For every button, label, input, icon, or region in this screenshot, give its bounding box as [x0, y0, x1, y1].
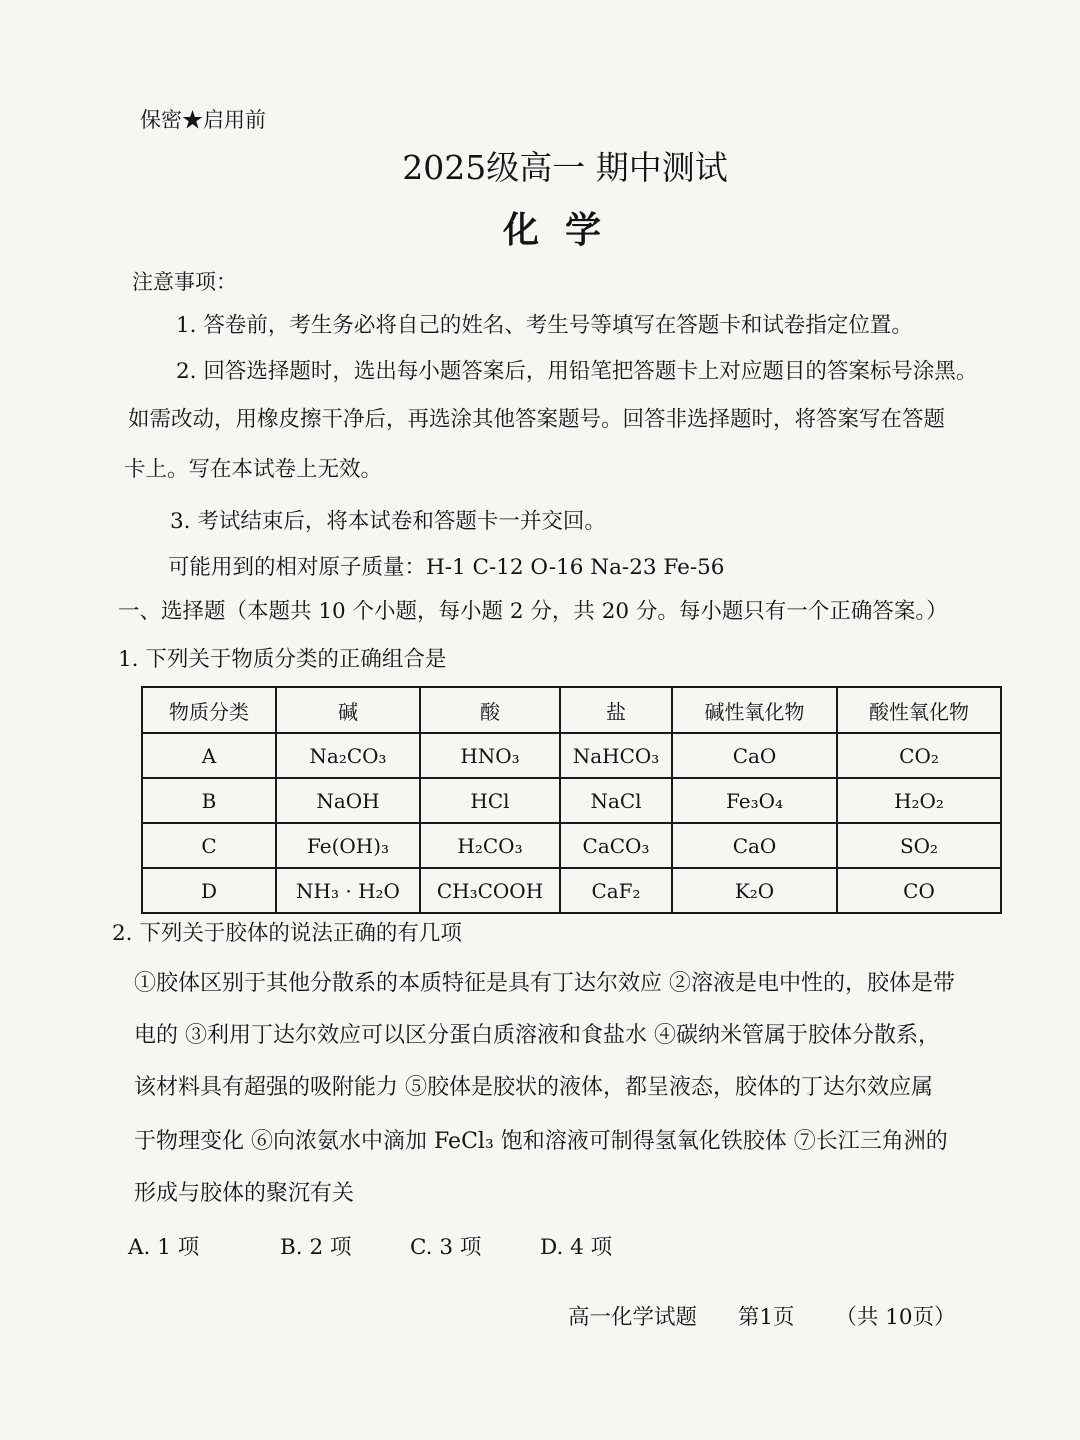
- question-1-stem: 1. 下列关于物质分类的正确组合是: [118, 647, 447, 672]
- footer-subject: 高一化学试题: [568, 1305, 698, 1330]
- table-cell: CH₃COOH: [420, 868, 560, 913]
- footer-total: （共 10页）: [835, 1305, 956, 1330]
- table-cell: NaCl: [560, 778, 672, 823]
- subject-title: 化学: [502, 209, 627, 251]
- note-item: 卡上。写在本试卷上无效。: [124, 457, 383, 482]
- notes-heading: 注意事项：: [132, 270, 237, 294]
- table-cell: NH₃ · H₂O: [276, 868, 420, 913]
- confidential-label: 保密★启用前: [140, 108, 266, 132]
- table-cell: H₂CO₃: [420, 823, 560, 868]
- note-item: 如需改动，用橡皮擦干净后，再选涂其他答案题号。回答非选择题时，将答案写在答题: [128, 407, 946, 432]
- table-cell: B: [142, 778, 276, 823]
- note-item: 3. 考试结束后，将本试卷和答题卡一并交回。: [170, 509, 606, 534]
- table-cell: CaCO₃: [560, 823, 672, 868]
- statement-line: ①胶体区别于其他分散系的本质特征是具有丁达尔效应 ②溶液是电中性的，胶体是带: [134, 971, 955, 996]
- table-row: [142, 868, 1001, 913]
- table-cell: CO: [837, 868, 1001, 913]
- table-cell: NaHCO₃: [560, 733, 672, 778]
- table-cell: CaO: [672, 733, 837, 778]
- footer-page: 第1页: [737, 1305, 795, 1330]
- note-item: 2. 回答选择题时，选出每小题答案后，用铅笔把答题卡上对应题目的答案标号涂黑。: [176, 359, 978, 384]
- table-header-cell: 盐: [560, 687, 672, 733]
- table-cell: K₂O: [672, 868, 837, 913]
- table-cell: Fe₃O₄: [672, 778, 837, 823]
- table-row: [142, 733, 1001, 778]
- classification-table: [141, 686, 1002, 914]
- table-cell: CaO: [672, 823, 837, 868]
- table-cell: D: [142, 868, 276, 913]
- option-a: A. 1 项: [128, 1235, 200, 1260]
- note-item: 1. 答卷前，考生务必将自己的姓名、考生号等填写在答题卡和试卷指定位置。: [176, 313, 913, 338]
- table-row: [142, 823, 1001, 868]
- table-cell: Na₂CO₃: [276, 733, 420, 778]
- statement-line: 于物理变化 ⑥向浓氨水中滴加 FeCl₃ 饱和溶液可制得氢氧化铁胶体 ⑦长江三角洲的: [134, 1129, 948, 1154]
- exam-title: 2025级高一 期中测试: [402, 148, 728, 187]
- table-cell: NaOH: [276, 778, 420, 823]
- table-cell: Fe(OH)₃: [276, 823, 420, 868]
- table-header-cell: 碱: [276, 687, 420, 733]
- table-cell: CaF₂: [560, 868, 672, 913]
- table-header-cell: 酸: [420, 687, 560, 733]
- table-cell: HNO₃: [420, 733, 560, 778]
- table-header-cell: 物质分类: [142, 687, 276, 733]
- table-cell: HCl: [420, 778, 560, 823]
- table-row: [142, 778, 1001, 823]
- table-cell: H₂O₂: [837, 778, 1001, 823]
- table-header-cell: 碱性氧化物: [672, 687, 837, 733]
- atomic-masses: 可能用到的相对原子质量：H-1 C-12 O-16 Na-23 Fe-56: [168, 555, 725, 580]
- option-d: D. 4 项: [540, 1235, 613, 1260]
- question-2-stem: 2. 下列关于胶体的说法正确的有几项: [112, 921, 462, 946]
- statement-line: 电的 ③利用丁达尔效应可以区分蛋白质溶液和食盐水 ④碳纳米管属于胶体分散系，: [134, 1023, 940, 1048]
- page-footer: [568, 1300, 990, 1331]
- statement-line: 形成与胶体的聚沉有关: [134, 1181, 355, 1206]
- table-cell: CO₂: [837, 733, 1001, 778]
- statement-line: 该材料具有超强的吸附能力 ⑤胶体是胶状的液体，都呈液态，胶体的丁达尔效应属: [134, 1075, 933, 1100]
- section-heading: 一、选择题（本题共 10 个小题，每小题 2 分，共 20 分。每小题只有一个正确答案。）: [118, 599, 948, 624]
- option-b: B. 2 项: [280, 1235, 352, 1260]
- table-header-cell: 酸性氧化物: [837, 687, 1001, 733]
- table-header-row: [142, 687, 1001, 733]
- table-cell: A: [142, 733, 276, 778]
- table-cell: C: [142, 823, 276, 868]
- option-c: C. 3 项: [410, 1235, 482, 1260]
- table-cell: SO₂: [837, 823, 1001, 868]
